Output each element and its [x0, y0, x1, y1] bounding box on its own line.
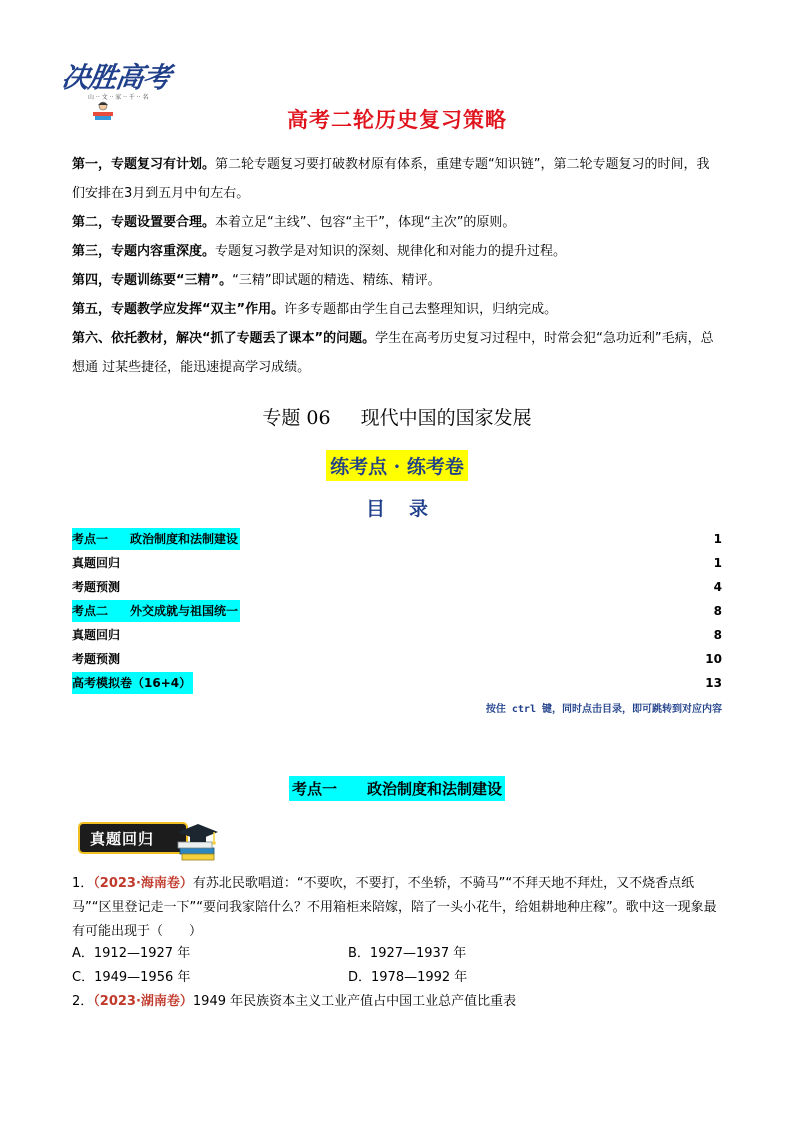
- option-a[interactable]: A．1912—1927 年: [72, 946, 191, 961]
- question-1: [72, 872, 722, 944]
- section-heading-row: [0, 776, 794, 801]
- toc-entry-mock-exam[interactable]: [72, 672, 722, 696]
- strategy-item: [72, 208, 722, 237]
- toc-page-number: 8: [713, 628, 722, 642]
- practice-label: 练考点 · 练考卷: [326, 450, 468, 481]
- real-exam-badge: [78, 818, 218, 864]
- toc-page-number: 1: [713, 556, 722, 570]
- strategy-item: [72, 324, 722, 382]
- toc-entry-label: 真题回归: [72, 556, 121, 570]
- toc-entry-real-exam-1[interactable]: [72, 552, 722, 576]
- toc-entry-label: 考题预测: [72, 652, 121, 666]
- subject-title: 现代中国的国家发展: [360, 407, 532, 429]
- strategy-lead: 第五，专题教学应发挥“双主”作用。: [72, 302, 285, 317]
- strategy-lead: 第三，专题内容重深度。: [72, 244, 216, 259]
- toc-entry-title: 政治制度和法制建设: [130, 532, 239, 546]
- logo-text: 决胜高考: [59, 61, 173, 94]
- toc-entry-title: 外交成就与祖国统一: [130, 604, 239, 618]
- strategy-item: [72, 295, 722, 324]
- subject-number: 专题 06: [262, 407, 331, 429]
- toc-entry-prefix: 考点二: [72, 604, 109, 618]
- section-heading: [289, 776, 505, 801]
- toc-entry-label: 真题回归: [72, 628, 121, 642]
- toc-navigation-hint: 按住 ctrl 键，同时点击目录，即可跳转到对应内容: [485, 704, 722, 715]
- toc-entry-prefix: 考点一: [72, 532, 109, 546]
- toc-entry-label: [72, 528, 240, 550]
- option-d[interactable]: D．1978—1992 年: [348, 970, 468, 985]
- section-title: 政治制度和法制建设: [367, 780, 503, 798]
- badge-label: 真题回归: [90, 830, 155, 848]
- toc-page-number: 8: [713, 604, 722, 618]
- question-2: [72, 990, 722, 1014]
- question-number: 2．: [72, 994, 94, 1009]
- graduation-cap-books-icon: [174, 818, 218, 864]
- toc-page-number: 13: [705, 676, 722, 690]
- toc-page-number: 10: [705, 652, 722, 666]
- toc-title: [0, 494, 794, 521]
- badge-plate: [78, 822, 188, 854]
- toc-entry-label: 考题预测: [72, 580, 121, 594]
- strategy-lead: 第一，专题复习有计划。: [72, 157, 216, 172]
- strategy-lead: 第二，专题设置要合理。: [72, 215, 216, 230]
- strategy-text: 许多专题都由学生自己去整理知识，归纳完成。: [284, 302, 558, 317]
- question-1-options: [72, 942, 722, 990]
- toc-page-number: 4: [713, 580, 722, 594]
- strategy-text: 第二轮专题复习要打破教材原有体系，重建专题“知识链”，第二轮专题复习的时间，我们安排在3月到五月中旬左右。: [72, 157, 710, 201]
- option-c[interactable]: C．1949—1956 年: [72, 970, 191, 985]
- page-title: 高考二轮历史复习策略: [287, 108, 507, 132]
- logo-subtext: 山 ·· 文 ·· 家 ·· 千 ·· 名: [88, 94, 149, 101]
- strategy-lead: 第六、依托教材，解决“抓了专题丢了课本”的问题。: [72, 331, 376, 346]
- toc-title-part: 录: [409, 498, 429, 520]
- subject-heading: [0, 403, 794, 430]
- strategy-item: [72, 237, 722, 266]
- strategy-text: “三精”即试题的精选、精练、精评。: [232, 273, 441, 288]
- toc-entry-label: 高考模拟卷（16+4）: [72, 672, 193, 694]
- toc-title-part: 目: [365, 498, 385, 520]
- strategy-item: [72, 150, 722, 208]
- table-of-contents: [72, 528, 722, 696]
- strategy-item: [72, 266, 722, 295]
- toc-entry-topic-1[interactable]: [72, 528, 722, 552]
- strategy-text: 本着立足“主线”、包容“主干”，体现“主次”的原则。: [215, 215, 516, 230]
- question-source: （2023·湖南卷）: [93, 994, 193, 1009]
- question-source: （2023·海南卷）: [93, 876, 193, 891]
- toc-page-number: 1: [713, 532, 722, 546]
- toc-entry-topic-2[interactable]: [72, 600, 722, 624]
- strategy-lead: 第四，专题训练要“三精”。: [72, 273, 233, 288]
- strategy-text: 专题复习教学是对知识的深刻、规律化和对能力的提升过程。: [215, 244, 567, 259]
- toc-entry-real-exam-2[interactable]: [72, 624, 722, 648]
- strategy-list: [72, 150, 722, 382]
- toc-entry-prediction-2[interactable]: [72, 648, 722, 672]
- question-text: 1949 年民族资本主义工业产值占中国工业总产值比重表: [192, 994, 517, 1009]
- section-prefix: 考点一: [291, 780, 337, 798]
- practice-heading-row: [0, 450, 794, 481]
- toc-entry-label: [72, 600, 240, 622]
- option-b[interactable]: B．1927—1937 年: [348, 946, 467, 961]
- question-text: 有苏北民歌唱道：“不要吹，不要打，不坐轿，不骑马”“不拜天地不拜灶，又不烧香点纸马”“区里登记走一下”“要问我家陪什么？不用箱柜来陪嫁，陪了一头小花牛，给姐耕地种庄稼”。歌中这一现象最有可能出现于（ ）: [72, 876, 717, 939]
- question-number: 1．: [72, 876, 94, 891]
- toc-entry-prediction-1[interactable]: [72, 576, 722, 600]
- strategy-text: 学生在高考历史复习过程中，时常会犯“急功近利”毛病，总想通 过某些捷径，能迅速提高学习成绩。: [72, 331, 714, 375]
